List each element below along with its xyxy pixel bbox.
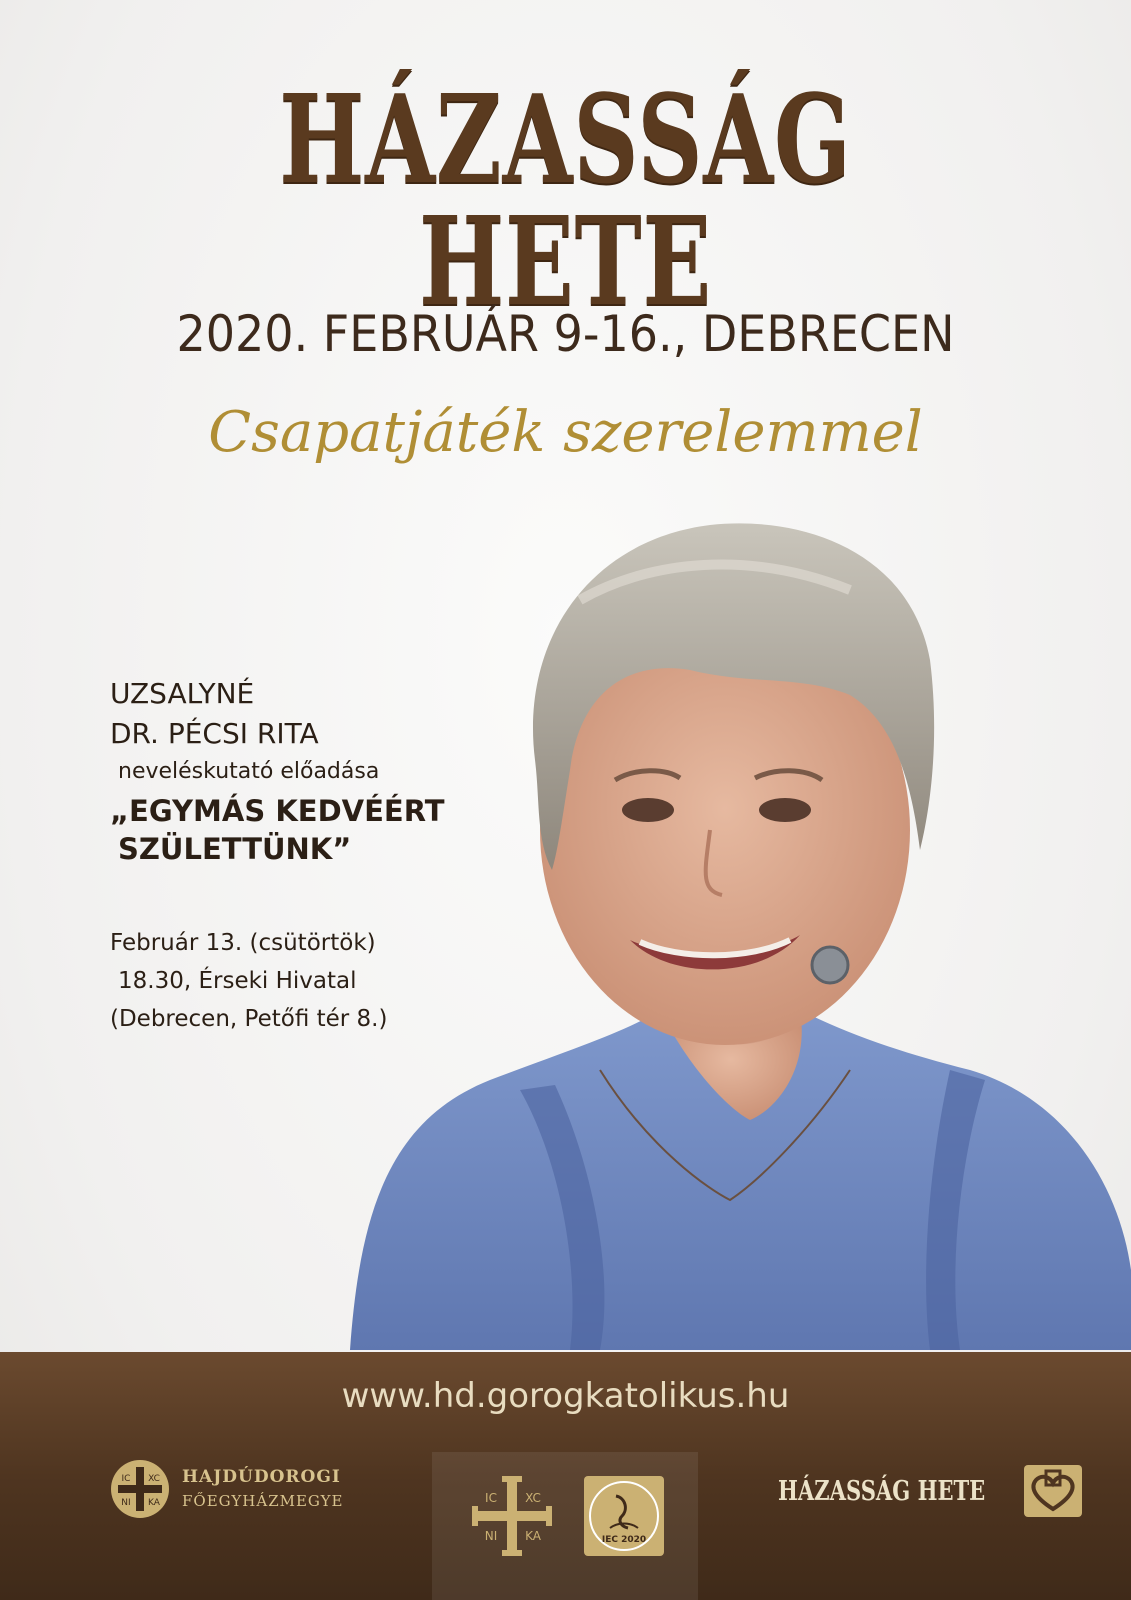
brand-text: HÁZASSÁG HETE — [778, 1475, 986, 1507]
cross-letter-ni: NI — [121, 1498, 131, 1508]
orthodox-cross-icon — [110, 1459, 170, 1519]
iec-2020-seal-icon — [584, 1476, 664, 1556]
talk-title — [110, 792, 550, 868]
iec-label: IEC 2020 — [601, 1535, 647, 1545]
speaker-name-line2: DR. PÉCSI RITA — [110, 717, 319, 750]
speaker-role: neveléskutató előadása — [118, 759, 380, 784]
speaker-info — [110, 674, 550, 1038]
large-cross-letter-ni: NI — [484, 1529, 498, 1543]
large-cross-icon — [472, 1476, 552, 1556]
cross-letter-ic: IC — [121, 1474, 131, 1484]
large-cross-letter-ka: KA — [525, 1529, 541, 1543]
poster-title: HÁZASSÁG HETE — [279, 67, 852, 333]
heart-logo-icon — [1024, 1465, 1082, 1517]
brand-logo — [778, 1465, 1082, 1517]
speaker-name-line1: UZSALYNÉ — [110, 677, 255, 710]
cross-letter-ka: KA — [148, 1498, 160, 1508]
large-cross-letter-ic: IC — [485, 1491, 497, 1505]
org-name — [182, 1465, 344, 1513]
footer-band — [0, 1352, 1131, 1600]
event-date-line: 2020. FEBRUÁR 9-16., DEBRECEN — [176, 305, 955, 363]
talk-title-line2: SZÜLETTÜNK” — [118, 832, 352, 866]
org-name-line2: FŐEGYHÁZMEGYE — [182, 1492, 344, 1510]
event-info — [110, 924, 550, 1038]
large-cross-letter-xc: XC — [525, 1491, 541, 1505]
talk-title-line1: „EGYMÁS KEDVÉÉRT — [110, 794, 445, 828]
event-address: (Debrecen, Petőfi tér 8.) — [110, 1006, 388, 1032]
website-link[interactable]: www.hd.gorogkatolikus.hu — [341, 1376, 790, 1416]
event-date: Február 13. (csütörtök) — [110, 930, 376, 956]
motto: Csapatjáték szerelemmel — [208, 400, 923, 465]
event-time-place: 18.30, Érseki Hivatal — [118, 968, 357, 994]
cross-letter-xc: XC — [148, 1474, 160, 1484]
center-logo-panel — [432, 1452, 698, 1600]
archeparchy-logo — [110, 1459, 344, 1519]
org-name-line1: HAJDÚDOROGI — [182, 1467, 341, 1487]
